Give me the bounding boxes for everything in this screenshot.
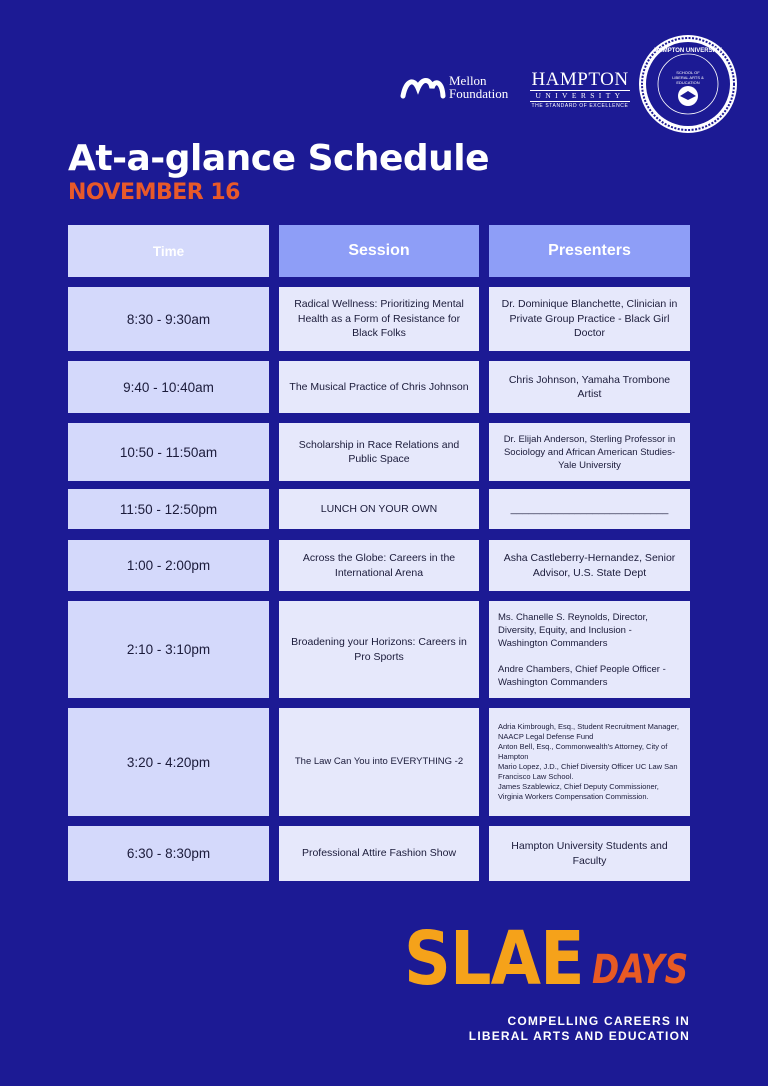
row-session: LUNCH ON YOUR OWN (279, 489, 479, 529)
header-time: Time (68, 225, 269, 277)
svg-text:HAMPTON UNIVERSITY: HAMPTON UNIVERSITY (654, 48, 722, 54)
row-presenters: ___________________________ (489, 489, 690, 529)
days-wordmark: DAYS (592, 947, 689, 993)
row-time: 9:40 - 10:40am (68, 361, 269, 413)
presenter-entry: Anton Bell, Esq., Commonwealth's Attorney, City of Hampton (498, 742, 668, 761)
row-time: 8:30 - 9:30am (68, 287, 269, 351)
row-presenters: Dr. Dominique Blanchette, Clinician in Private Group Practice - Black Girl Doctor (489, 287, 690, 351)
partner-logos (400, 34, 740, 134)
row-presenters: Asha Castleberry-Hernandez, Senior Advisor, U.S. State Dept (489, 540, 690, 591)
row-session: Radical Wellness: Prioritizing Mental Health as a Form of Resistance for Black Folks (279, 287, 479, 351)
hampton-name: HAMPTON (531, 69, 629, 90)
row-presenters: Dr. Elijah Anderson, Sterling Professor in Sociology and African American Studies-Yale University (489, 423, 690, 481)
page-title: At-a-glance Schedule (68, 138, 490, 179)
slae-days-logo (400, 916, 700, 1047)
row-session: The Law Can You into EVERYTHING -2 (279, 708, 479, 816)
hampton-tagline: THE STANDARD OF EXCELLENCE (531, 103, 629, 109)
presenter-entry: Mario Lopez, J.D., Chief Diversity Officer UC Law San Francisco Law School. (498, 762, 678, 781)
row-time: 3:20 - 4:20pm (68, 708, 269, 816)
mellon-line2: Foundation (449, 86, 509, 101)
tagline-line1: COMPELLING CAREERS IN (507, 1014, 690, 1028)
svg-text:EDUCATION: EDUCATION (676, 80, 700, 85)
row-time: 2:10 - 3:10pm (68, 601, 269, 698)
row-presenters (489, 708, 690, 816)
row-session: Scholarship in Race Relations and Public Space (279, 423, 479, 481)
row-time: 1:00 - 2:00pm (68, 540, 269, 591)
hampton-university-logo (530, 70, 630, 109)
svg-text:LIBERAL ARTS &: LIBERAL ARTS & (672, 75, 704, 80)
slae-wordmark: SLAE (404, 916, 584, 1002)
presenter-entry: Andre Chambers, Chief People Officer - Washington Commanders (498, 663, 666, 688)
brand-tagline (390, 1014, 690, 1044)
presenter-entry: Adria Kimbrough, Esq., Student Recruitment Manager, NAACP Legal Defense Fund (498, 722, 679, 741)
row-time: 6:30 - 8:30pm (68, 826, 269, 881)
row-time: 10:50 - 11:50am (68, 423, 269, 481)
schedule-date: NOVEMBER 16 (68, 180, 240, 205)
mellon-line1: Mellon (449, 73, 487, 88)
row-session: The Musical Practice of Chris Johnson (279, 361, 479, 413)
mellon-m-icon (400, 72, 446, 102)
presenter-entry: James Szablewicz, Chief Deputy Commissioner, Virginia Workers Compensation Commission. (498, 782, 659, 801)
row-presenters: Chris Johnson, Yamaha Trombone Artist (489, 361, 690, 413)
tagline-line2: LIBERAL ARTS AND EDUCATION (468, 1029, 690, 1043)
row-session: Across the Globe: Careers in the International Arena (279, 540, 479, 591)
header-session: Session (279, 225, 479, 277)
header-presenters: Presenters (489, 225, 690, 277)
presenter-entry: Ms. Chanelle S. Reynolds, Director, Diversity, Equity, and Inclusion - Washington Commanders (498, 611, 648, 649)
row-presenters (489, 601, 690, 698)
svg-text:SCHOOL OF: SCHOOL OF (676, 70, 700, 75)
row-presenters: Hampton University Students and Faculty (489, 826, 690, 881)
mellon-foundation-logo (400, 72, 508, 102)
row-session: Professional Attire Fashion Show (279, 826, 479, 881)
school-seal-icon (638, 34, 738, 134)
hampton-sub: UNIVERSITY (530, 90, 630, 102)
row-session: Broadening your Horizons: Careers in Pro Sports (279, 601, 479, 698)
row-time: 11:50 - 12:50pm (68, 489, 269, 529)
